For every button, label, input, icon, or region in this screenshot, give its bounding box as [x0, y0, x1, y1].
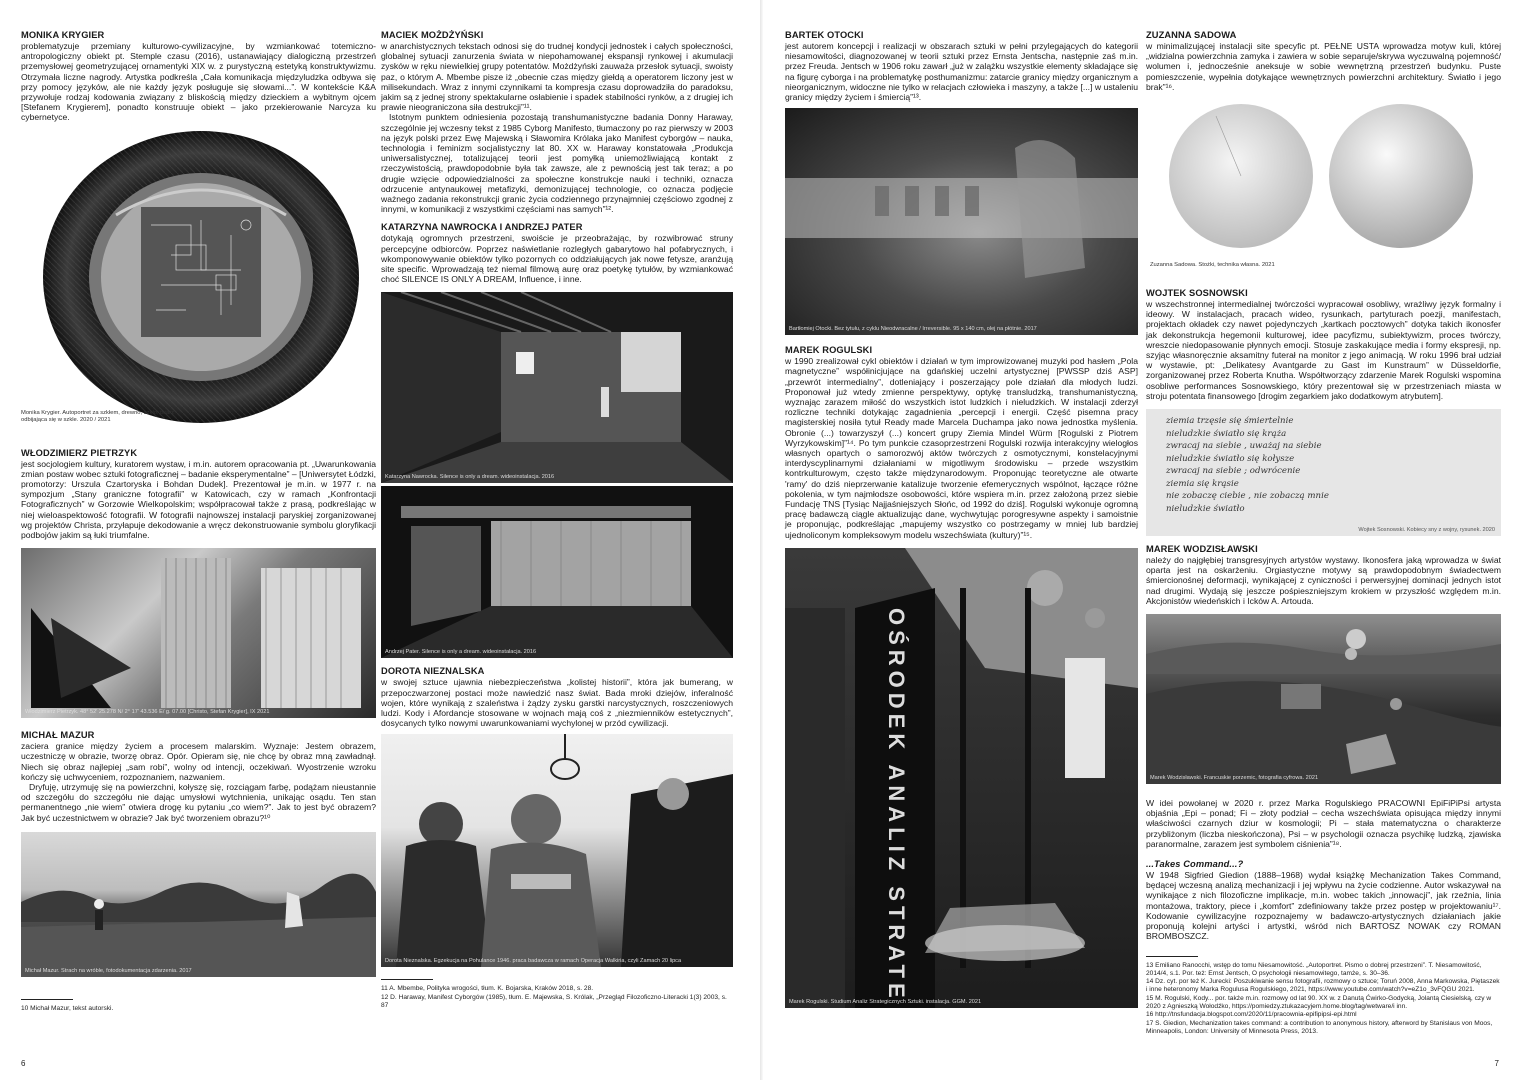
installation-sign-text: OŚRODEK ANALIZ STRATE — [884, 607, 909, 1003]
hall-image — [381, 292, 733, 483]
photo-sadowa — [1146, 96, 1501, 276]
heading-pietrzyk: WŁODZIMIERZ PIETRZYK — [21, 447, 138, 458]
hand-line: zwracaj na siebie , uważaj na siebie — [1166, 441, 1322, 452]
text-mozdzynski: w anarchistycznych tekstach odnosi się do trudnej kondycji jednostek i całych społeczności, globalnej sytuacji zanurzenia świata w niepohamowanej ekspansji rynkowej i akumulacji zysków w ręku niewielkiej grupy potentatów. Możdżyński zauważa przesłok sytuacji, swoisty paz, o którym A. Mbembe pisze iż „obecnie czas między giełdą a operatorem liczony jest w milisekundach. Wraz z innymi czynnikami ta kompresja czasu doprowadziła do paradoksu, jakim są z jednej strony spektakularne osłabienie i spadek stabilności rynków, a z drugiej ich prawie nieograniczona siła destrukcji”¹¹. — [381, 41, 733, 113]
column-2 — [381, 30, 733, 1010]
caption-wodzislawski: Marek Wodzisławski. Francuskie porzemic, fotografia cyfrowa. 2021 — [1150, 775, 1319, 782]
installation-image — [785, 548, 1138, 1008]
footnote-13: 13 Emiliano Ranocchi, wstęp do tomu Niesamowitość. „Autoportret. Pismo o dobrej przestrzeni”. T. Niesamowitość, 2014/4, s.1. Por. też: Ernst Jentsch, O psychologii niesamowitego, tamże, s. 30–36. — [1146, 961, 1482, 977]
footnote-12: 12 D. Haraway, Manifest Cyborgów (1985), tłum. E. Majewska, S. Królak, „Przegląd Filozoficzno-Literacki 1(3) 2003, s. 87 — [381, 993, 727, 1010]
text-krygier: problematyzuje przemiany kulturowo-cywilizacyjne, by wzmiankować totemiczno-antropologiczny obiekt pt. Stemple czasu (2016), ustanawiający dialogiczną przestrzeń przemysłowej geometryzującej ornamentyki XIX w. z purystyczną estetyką konstruktywizmu. Otrzymała liczne nagrody. Artystka podkreśla „Cała komunikacja międzyludzka odbywa się przy pomocy języków, ale nie każdy język posługuje się słowami...”. W kontekście K&A przywołuje rodzaj kodowania związany z bliskością między dzieckiem a wybitnym ojcem [Stefanem Krygierem], ponadto konstruuje obiekt – jako przekierowanie Narcyza ku cybernetyce. — [21, 41, 376, 123]
photo-nawrocka — [381, 292, 733, 483]
heading-wodzislawski: MAREK WODZISŁAWSKI — [1146, 544, 1258, 555]
photo-mazur — [21, 832, 376, 977]
arch-image — [21, 548, 376, 718]
photo-otocki — [785, 108, 1138, 335]
hand-line: nie zobaczę ciebie , nie zobaczą mnie — [1166, 491, 1329, 502]
text-wodzislawski: należy do najgłębiej transgresyjnych artystów wystawy. Ikonosfera jaką wprowadza w świat oparta jest na oskarżeniu. Orgiastyczne motywy są prawdopodobnym świadectwem śmiercionośnej deformacji, wynikającej z cyniczności i perwersyjnej dominacji jednych istot nad drugimi. Wydają się jeszcze pośpieszniejszym krokiem w przyszłość względem m.in. Akcjonistów wiedeńskich i Icków A. Artouda. — [1146, 555, 1501, 606]
footnote-10: 10 Michał Mazur, tekst autorski. — [21, 1004, 114, 1012]
caption-otocki: Bartłomiej Otocki. Bez tytułu, z cyklu Nieodwracalne / Irreversible. 95 x 140 cm, olej na płótnie. 2017 — [789, 326, 1037, 333]
heading-mazur: MICHAŁ MAZUR — [21, 730, 95, 741]
handwriting — [1166, 415, 1329, 515]
caption-sosnowski: Wojtek Sosnowski. Kobiecy sny z wojny, rysunek. 2020 — [1358, 527, 1495, 534]
heading-otocki: BARTEK OTOCKI — [785, 30, 864, 40]
heading-mozdzynski: MACIEK MOŻDŻYŃSKI — [381, 30, 484, 40]
footnote-rule-2 — [381, 979, 433, 980]
photo-sosnowski — [1146, 409, 1501, 536]
hand-line: nieludzkie światło się krąża — [1166, 428, 1287, 439]
photo-rogulski — [785, 548, 1138, 1008]
heading-rogulski: MAREK ROGULSKI — [785, 345, 873, 356]
hall-image-2 — [381, 486, 733, 658]
photo-pater — [381, 486, 733, 658]
caption-rogulski: Marek Rogulski. Studium Analiz Strategicznych Sztuki. instalacja. GGM. 2021 — [789, 998, 982, 1005]
heading-sadowa: ZUZANNA SADOWA — [1146, 30, 1237, 40]
text-mazur-2: Dryfuję, utrzymuję się na powierzchni, kołyszę się, rozciągam farbę, podążam nieustannie od szczegółu do szczegółu nie dając umysłowi wytchnienia, unikając osądu. Ten stan permanentnego „nie wiem” otwiera drogę ku pytaniu „co wiem?”. Jak to jest być obrazem? Jak być uczestnictwem w obrazie? Jak być tworzeniem obrazu?¹⁰ — [21, 782, 376, 823]
caption-pater: Andrzej Pater. Silence is only a dream. wideoinstalacja. 2016 — [385, 649, 537, 656]
text-mozdzynski-2: Istotnym punktem odniesienia pozostają transhumanistyczne badania Donny Haraway, szczególnie jej wczesny tekst z 1985 Cyborg Manifesto, tłumaczony po raz pierwszy w 2003 na język polski przez Ewę Majewską i Sławomira Królaka jako Manifest cyborgów – nauka, technologia i feminizm socjalistyczny lat 80. XX w. Haraway konstatowała „Produkcja uniwersalistycznej, totalizującej teorii jest pomyłką uniemożliwiającą kontakt z rzeczywistością, prawdopodobnie była tak zawsze, ale z pewnością jest tak teraz; a po drugie wzięcie odpowiedzialności za społeczne konstrukcje nauki i techniki, oznacza odrzucenie antynaukowej metafizyki, demonizującej technologie, co oznacza podjęcie ważnego zadania rekonstrukcji granic życia codziennego przynajmniej częściowo zgodnej z innymi, w komunikacji z wszystkimi częściami nas samych”¹². — [381, 112, 733, 215]
hand-line: nieludzkie światło — [1166, 503, 1245, 514]
page-number-right: 7 — [1494, 1059, 1499, 1068]
photo-krygier — [21, 125, 376, 430]
painting-image — [785, 108, 1138, 335]
page-number-left: 6 — [21, 1059, 26, 1068]
column-3 — [785, 30, 1138, 1008]
field-image — [21, 832, 376, 977]
column-1 — [21, 30, 376, 1013]
photo-pietrzyk — [21, 548, 376, 718]
hand-line: ziemia trzęsie się śmiertelnie — [1166, 416, 1294, 427]
footnote-rule-3 — [1146, 956, 1198, 957]
text-otocki: jest autorem koncepcji i realizacji w obszarach sztuki w pełni przylegających do kategorii niesamowitości, diagnozowanej w teorii sztuki przez Ernsta Jentscha, następnie zaś m.in. przez Freuda. Jentsch w 1906 roku zawarł „już w zalążku wszystkie elementy składające się na figurę cyborga i na problematykę posthumanizmu: zatarcie granicy między organicznym a nieorganicznym, widoczne nie tylko w relacjach człowieka i maszyny, a także [...] w ustaleniu granicy między życiem i śmiercią”¹³. — [785, 41, 1138, 103]
text-nawrocka: dotykają ogromnych przestrzeni, swoiście je przeobrażając, by rozwibrować struny percepcyjne odbiorców. Poprzez naświetlanie rozległych gabarytowo hal pofabrycznych, i wkomponowywanie obiektów tylko pozornych co oddziałujących jak nowe fetysze, aranżują site specific. Wprowadzają też niemal filmową aurę oraz poetykę tytułów, by wzmiankować choć SILENCE IS ONLY A DREAM, Influence, i inne. — [381, 233, 733, 285]
heading-krygier: MONIKA KRYGIER — [21, 30, 105, 40]
text-nieznalska: w swojej sztuce ujawnia niebezpieczeństwa „kolistej historii”, która jak bumerang, w przepoczwarzonej postaci może nawiedzić nasz świat. Bada mroki dziejów, inferalność wojen, które wynikają z szaleństwa i żądzy zysku garstki narcystycznych, roszczeniowych ludzi. Kody i Afordancje stosowane w wojnach mają coś z „niezmienników estetycznych”, dosycanych tylko nowymi uwarunkowaniami wychylonej w przód cywilizacji. — [381, 677, 733, 729]
heading-takes-command: ...Takes Command...? — [1146, 859, 1244, 870]
photo-nieznalska — [381, 734, 733, 967]
heading-sosnowski: WOJTEK SOSNOWSKI — [1146, 288, 1248, 299]
text-epifipipsi: W idei powołanej w 2020 r. przez Marka Rogulskiego PRACOWNI EpiFiPiPsi artysta objaśnia „Epi – ponad; Fi – złoty podział – cecha wszechświata opisująca między innymi właściwości czarnych dziur w kosmologii; Pi – stała matematyczna o charakterze przybliżonym (liczba nieskończona), Psi – w psychologii oznacza psychikę ludzką, zjawiska paranormalne, zarazem jest symbolem ciśnienia”¹⁸. — [1146, 798, 1501, 849]
cones-image — [1146, 96, 1501, 276]
text-takes-command: W 1948 Sigfried Giedion (1888–1968) wydał książkę Mechanization Takes Command, będącej wczesną analizą mechanizacji i jej wpływu na życie codzienne. Autor wskazywał na wynikające z nich filozoficzne implikacje, m.in. wobec takich „innowacji”, jak rzeźnia, linia montażowa, traktory, piece i „komfort” zdefiniowany także przez postęp w projektowaniu¹⁷. Kodowanie cywilizacyjne rozpoznajemy w badawczo-artystycznych działaniach jakie proponują kolejni artyści i artystki, wśród nich BARTOSZ NOWAK czy ROMAN BROMBOSZCZ. — [1146, 870, 1501, 942]
text-sadowa: w minimalizującej instalacji site specyfic pt. PEŁNE USTA wprowadza motyw kuli, której „widzialna powierzchnia zamyka i zawiera w sobie separuje/skrywa wyczuwalną pojemność/ wolumen i, jednocześnie aneksuje w sobie wewnętrzną przestrzeń budynku. Puste pomieszczenie, wypełnia dotykające wewnętrznych powierzchni architektury. Światło i jego brak”¹⁶. — [1146, 41, 1501, 92]
page-gutter — [760, 0, 763, 1080]
heading-nawrocka: KATARZYNA NAWROCKA I ANDRZEJ PATER — [381, 222, 583, 233]
heading-nieznalska: DOROTA NIEZNALSKA — [381, 666, 485, 677]
text-mazur: zaciera granice między życiem a procesem malarskim. Wyznaje: Jestem obrazem, uczestniczę w obrazie, tworzę obraz. Opór. Opieram się, nie chcę by obraz mną zawładnął. Niech się obraz najlepiej „sam robi”, wolny od intencji, oczekiwań. Wyostrzenie wzroku kończy się uchwyceniem, rozpoznaniem, nazwaniem. — [21, 741, 376, 782]
hand-line: ziemia się krąsie — [1166, 478, 1239, 489]
photo-wodzislawski — [1146, 614, 1501, 784]
text-rogulski: w 1990 zrealizował cykl obiektów i działań w tym improwizowanej muzyki pod hasłem „Pola magnetyczne” współinicjujące na gdańskiej uczelni artystycznej [PWSSP dziś ASP] „przewrót intermedialny”, dotleniający i poszerzający pole działań dla młodych ludzi. Proponował już wtedy zmienne perspektywy, optykę transludzką, transhumanistyczną, wyznając zarazem miłość do wszystkich istot ludzkich i nieludzkich. W instalacji zderzył rozliczne techniki dotykając zagadnienia „percepcji i energii. Część pisemna pracy magisterskiej nosiła tytuł Ready made Marcela Duchampa jako nowa jednostka myślenia. Obronie (...) towarzyszył (...) koncert grupy Ziemia Mindel Würm [Rogulski z Piotrem Wyrzykowskim]”¹⁴. Po tym punkcie czasoprzestrzeni Rogulski rozwija interakcyjny wielogłos własnych opartych o samorozwój aktów twórczych z osmotycznymi, konstelacyjnymi interdyscyplinarnymi działaniami w migotliwym środowisku – przede wszystkim kontrkulturowym, często także międzynarodowym. Proponując teoretyczne ale otwarte 'ramy' do dziś nieprzerwanie katalizuje tworzenie efemerycznych wspólnot, łączące różne pokolenia, w tym najmłodsze osobowości, które wspiera m.in. przez założoną przez siebie Fundację TNS [Tysiąc Najjaśniejszych Słońc, od 1992 do dziś]. Rogulski wykonuje ogromną pracę badawczą ciągle aktualizując dane, wychwytując porogresywne aspekty i samoistnie je proponując, podkreślając „mapujemy wszystko co postrzegamy w mniej lub bardziej ujednoliconym kompleksowym modelu wszechświata (kultury)”¹⁵. — [785, 356, 1138, 540]
caption-krygier: Monika Krygier. Autoportret za szkłem, drewno, szkło, twarz odbijająca się w szkle. 2020 / 2021 — [21, 409, 175, 423]
hand-line: nieludzkie światło się kołysze — [1166, 453, 1295, 464]
footnote-15: 15 M. Rogulski, Kody... por. także m.in. rozmowy od lat 90. XX w. z Danutą Ćwirko-Godycką, Jolantą Ciesielską, czy w 2020 z Agnieszką Wołodźko, https://pomiedzy.ztukazacyjem.home.blog/tag/wetware/i inn. — [1146, 994, 1492, 1010]
footnote-14: 14 Dz. cyt. por też K. Jurecki: Poszukiwanie sensu fotografii, rozmowy o sztuce; Toruń 2008, Anna Markowska, Piętaszek i inne heteronomy Marka Rogulusa Rogulskiego, 2021, https://www.youtube.com/watch?v=eZ1o_3vFQGU 2021. — [1146, 978, 1500, 994]
footnote-16: 16 http://tnsfundacja.blogspot.com/2020/11/pracownia-epifipipsi-epi.html — [1146, 1011, 1357, 1019]
footnote-17: 17 S. Giedion, Mechanization takes command: a contribution to anonymous history, afterword by Stanislaus von Moos, Minneapolis, London: University of Minnesota Press, 2013. — [1146, 1019, 1493, 1035]
caption-pietrzyk: Włodzimierz Pietrzyk. 48° 52' 25.278 N/ 2° 17' 43.536 E/ g. 07.00 [Christo, Stefan Krygier], IX 2021 — [25, 709, 270, 716]
scene-image — [1146, 614, 1501, 784]
caption-nawrocka: Katarzyna Nawrocka. Silence is only a dream. wideoinstalacja. 2016 — [385, 474, 555, 481]
text-sosnowski: w wszechstronnej intermedialnej twórczości wypracował osobliwy, wrażliwy język formalny i ideowy. W instalacjach, pracach wideo, rysunkach, partyturach poezji, manifestach, projektach okładek czy nawet pojedynczych „kartkach pocztowych” dotyka takich ikonosfer jak dekonstrukcja hegemonii kulturowej, idee pacyfizmu, subiektywizm, proces twórczy, wreszcie niedopasowanie płynnych emocji. Stosuje zaskakujące media i formy ekspresji, np. szyjąc własnoręcznie aksamitny futerał na monitor z jego animacją. W roku 1996 brał udział w wystawie, pt: „Delikatesy Avantgarde zu Gast im Kunstraum” w Düsseldorfie, zorganizowanej przez Roberta Knutha. Współtworzący zdarzenie Marek Rogulski wspomina osobliwe performances Sosnowskiego, który prezentował się w przestrzeniach miasta w stroju potentata finansowego [drogim zegarkiem jako dodatkowym atrybutem]. — [1146, 299, 1501, 401]
caption-nieznalska: Dorota Nieznalska. Egzekucja na Pohulance 1946. praca badawcza w ramach Operacja Walkiria, czyli Zamach 20 lipca — [385, 958, 682, 965]
column-4 — [1146, 30, 1501, 1036]
hand-line: zwracaj na siebie ; odwrócenie — [1166, 466, 1301, 477]
caption-sadowa: Zuzanna Sadowa. Stożki, technika własna. 2021 — [1150, 262, 1275, 269]
tire-mirror-image — [21, 125, 376, 430]
text-pietrzyk: jest socjologiem kultury, kuratorem wystaw, i m.in. autorem opracowania pt. „Uwarunkowania zmian postaw wobec sztuki fotograficznej – badanie eksperymentalne” – [Uniwersytet Łódzki, promotorzy: Urszula Czartoryska i Bohdan Dudek]. Prezentował je m.in. w 1977 r. na sympozjum „Stany graniczne fotografii” w Katowicach, czy w ramach „Konfrontacji Fotograficznych” w Gorzowie Wielkopolskim; współpracował także z prasą, podkreślając w niej wieloaspektowość fotografii. W fotografii najnowszej instalacji paryskiej zorganizowanej wg projektów Christa, przyłapuje dekodowanie a wręcz dekonstruowanie symbolu gloryfikacji podbojów jakim są łuki triumfalne. — [21, 458, 376, 541]
caption-mazur: Michał Mazur. Strach na wróble, fotodokumentacja zdarzenia. 2017 — [25, 967, 192, 974]
execution-image — [381, 734, 733, 967]
footnote-11: 11 A. Mbembe, Polityka wrogości, tłum. K. Bojarska, Kraków 2018, s. 28. — [381, 985, 594, 993]
footnote-rule — [21, 999, 73, 1000]
